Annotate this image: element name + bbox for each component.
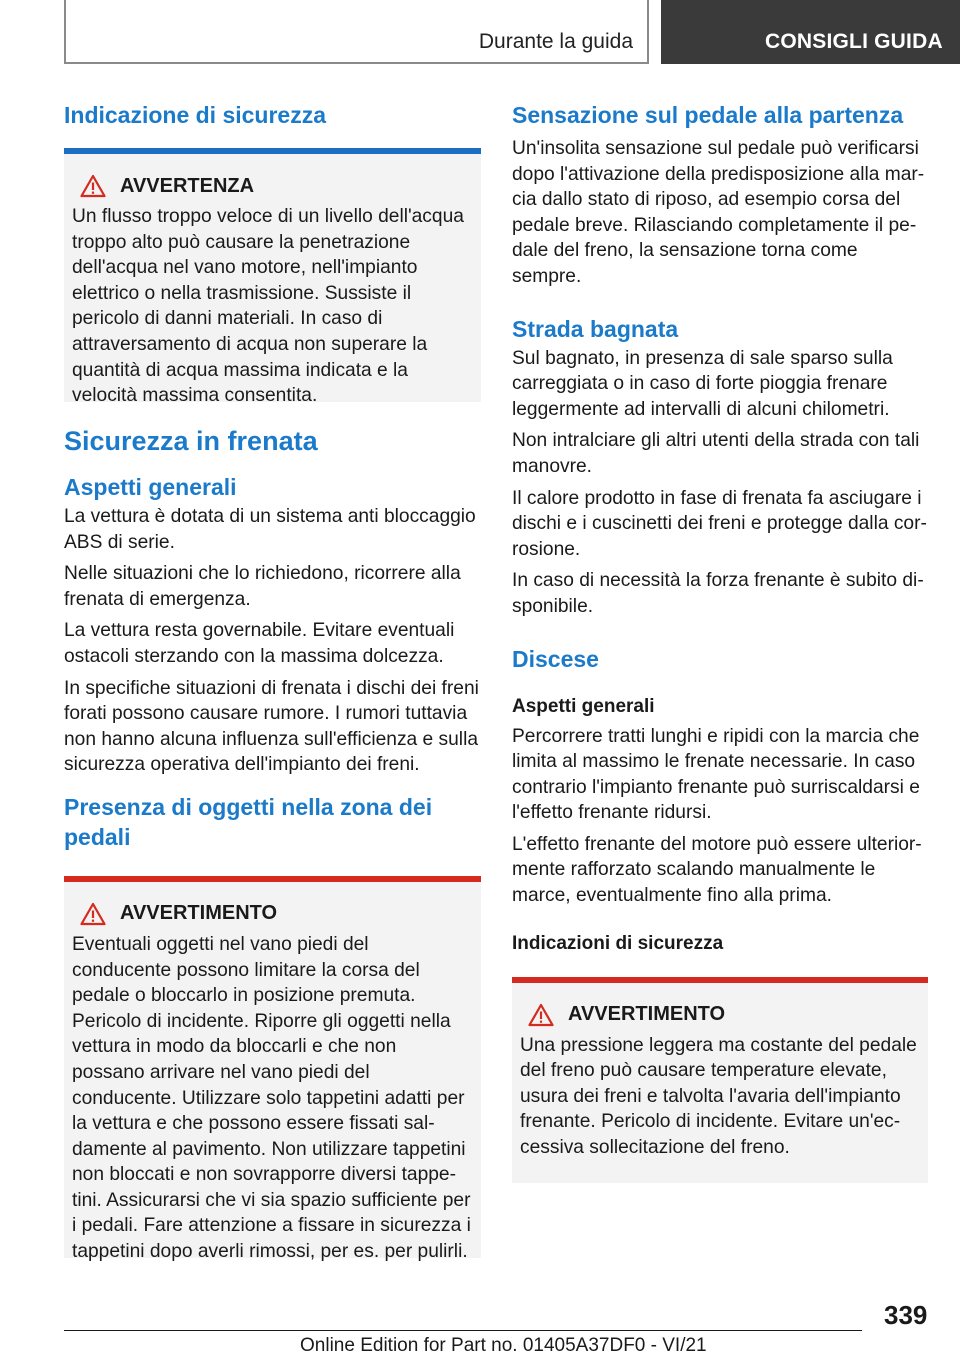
warning-triangle-icon: [80, 902, 106, 926]
braking-paragraph-1: La vettura è dotata di un sistema anti bloccaggio ABS di serie.: [64, 506, 476, 553]
wet-paragraph-2: Non intralciare gli altri utenti della strada con tali manovre.: [512, 430, 920, 477]
safety-heading: Indicazione di sicurezza: [64, 102, 327, 128]
notice-box: [64, 148, 481, 407]
pedal-paragraph: Un'insolita sensazione sul pedale può verificarsi dopo l'attivazione della predisposizione alla marcia dallo stato di riposo, ad esempio corsa del pedale breve. Rilasciando completamente il pedale del freno, la sensazione torna come sempre.: [512, 138, 925, 287]
header-chapter-title: CONSIGLI GUIDA: [765, 30, 943, 53]
notice-title-row: [80, 174, 473, 198]
notice-text: Un flusso troppo veloce di un livello dell'acqua troppo alto può causare la penetrazione dell'acqua nel vano motore, nell'impianto elettrico o nella trasmissione. Sussiste il pericolo di danni materiali. In caso di attraversamento di acqua non superare la quantità di acqua massima indicata e la velocità massima consentita.: [72, 206, 464, 407]
warning-title-row: [528, 1003, 920, 1027]
descents-safety-heading: Indicazioni di sicurezza: [512, 932, 724, 954]
header-section-title: Durante la guida: [478, 30, 633, 53]
wet-paragraph-4: In caso di necessità la forza frenante è subito disponibile.: [512, 570, 924, 617]
objects-heading: Presenza di oggetti nella zona dei pedali: [64, 793, 433, 850]
braking-paragraph-3: La vettura resta governabile. Evitare eventuali ostacoli sterzando con la massima dolcezza.: [64, 620, 455, 667]
left-column: [64, 100, 481, 1263]
general-heading: Aspetti generali: [64, 474, 237, 500]
header-frame: [64, 0, 649, 64]
braking-paragraph-2: Nelle situazioni che lo richiedono, ricorrere alla frenata di emergenza.: [64, 563, 461, 610]
wet-road-heading: Strada bagnata: [512, 315, 679, 342]
pedal-heading: Sensazione sul pedale alla partenza: [512, 102, 904, 128]
right-column: [512, 100, 928, 1183]
warning-triangle-icon: [528, 1003, 554, 1027]
warning-box-pedals: [64, 876, 481, 1263]
warning-text: Eventuali oggetti nel vano piedi del conducente possono limitare la corsa del pedale o bloccarlo in posizione premuta. Pericolo di incidente. Riporre gli oggetti nella vettura in modo da bloccarli e che non possano arrivare nel vano piedi del conducente. Utilizzare solo tappetini adatti per la vettura e che possono essere fissati saldamente al pavimento. Non utilizzare tappetini non bloccati e non sovrapporre diversi tappetini. Assicurarsi che vi sia spazio sufficiente per i pedali. Fare attenzione a fissare in sicurezza i tappetini dopo averli rimossi, per es. per pulirli.: [72, 933, 471, 1263]
wet-paragraph-1: Sul bagnato, in presenza di sale sparso sulla carreggiata o in caso di forte pioggia frenare leggermente ad intervalli di alcuni chilometri.: [512, 347, 893, 420]
notice-title: AVVERTENZA: [120, 174, 255, 197]
edition-note: Online Edition for Part no. 01405A37DF0 - VI/21: [300, 1335, 707, 1356]
descents-paragraph-2: L'effetto frenante del motore può essere ulteriormente rafforzato scalando manualmente le marce, eventualmente fino alla prima.: [512, 833, 922, 907]
descents-heading: Discese: [512, 645, 599, 672]
footer-rule: [64, 1330, 862, 1331]
warning-title-row: [80, 902, 473, 926]
warning-title: AVVERTIMENTO: [568, 1003, 726, 1026]
warning-triangle-icon: [80, 174, 106, 198]
braking-paragraph-4: In specifiche situazioni di frenata i dischi dei freni forati possono causare rumore. I rumori tuttavia non hanno alcuna influenza sull'efficienza e sulla sicurezza operativa dell'impianto dei freni.: [64, 677, 479, 776]
descents-paragraph-1: Percorrere tratti lunghi e ripidi con la marcia che limita al massimo le frenate necessarie. In caso contrario l'impianto frenante può surriscaldarsi e l'effetto frenante ridursi.: [512, 725, 920, 824]
braking-heading: Sicurezza in frenata: [64, 426, 318, 456]
warning-title: AVVERTIMENTO: [120, 902, 278, 925]
wet-paragraph-3: Il calore prodotto in fase di frenata fa asciugare i dischi e i cuscinetti dei freni e protegge dalla corrosione.: [512, 487, 927, 560]
warning-box-descents: [512, 977, 928, 1183]
header-chapter-tab: [661, 0, 960, 64]
descents-general-heading: Aspetti generali: [512, 695, 655, 717]
page-number: 339: [884, 1300, 928, 1330]
warning-text: Una pressione leggera ma costante del pedale del freno può causare temperature elevate, usura dei freni e talvolta l'avaria dell'impianto frenante. Pericolo di incidente. Evitare un'eccessiva sollecitazione del freno.: [520, 1034, 917, 1159]
